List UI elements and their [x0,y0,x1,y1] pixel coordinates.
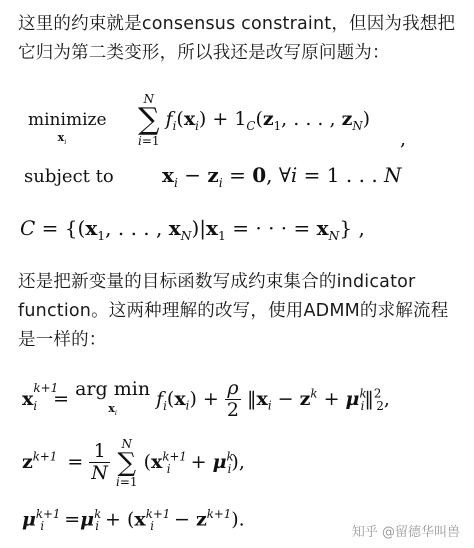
set-definition: $C = \{(x_1$, . . . , $x_N)|x_1$ = · · · = $x_N$} , [20,216,365,243]
watermark: 知乎 @留德华叫兽 [351,525,460,540]
constraint-expression: $x_i - z_i = 0$, ∀i = 1 . . . N [162,163,402,190]
sum-symbol: N ∑ i=1 [138,92,160,148]
method-paragraph: 还是把新变量的目标函数写成约束集合的indicator function。这两种理解的改写，使用ADMM的求解流程是一样的： [18,272,449,350]
subject-to-label: subject to [24,166,114,187]
intro-paragraph: 这里的约束就是consensus constraint，但因为我想把它归为第二类变形，所以我还是改写原问题为： [18,14,456,63]
problem-comma: , [400,128,407,150]
minimize-label: minimize $^{x_i}$ [28,110,107,147]
objective-expression: N ∑ i=1 $f_i(x_i) + 1_C(z_1$, . . . , $z_N$) [138,92,371,148]
z-update: $z^{k+1}$ = $\frac{1}{N}$ N ∑ i=1 $(x^{k+1}_i + \mu^k_i)$, [22,437,245,489]
x-update: x $_{k+1 i}$ = arg min $^{x_i}$ $f_i(x_i)$ + $\frac{\rho}{2}$ $‖x_i - z^k$ + $\mu^k_i‖^2_2$, [22,377,390,421]
mu-update: $\mu^{k+1}_i =\mu^k_i + (x^{k+1}_i - z^{k+1})$. [22,507,245,534]
